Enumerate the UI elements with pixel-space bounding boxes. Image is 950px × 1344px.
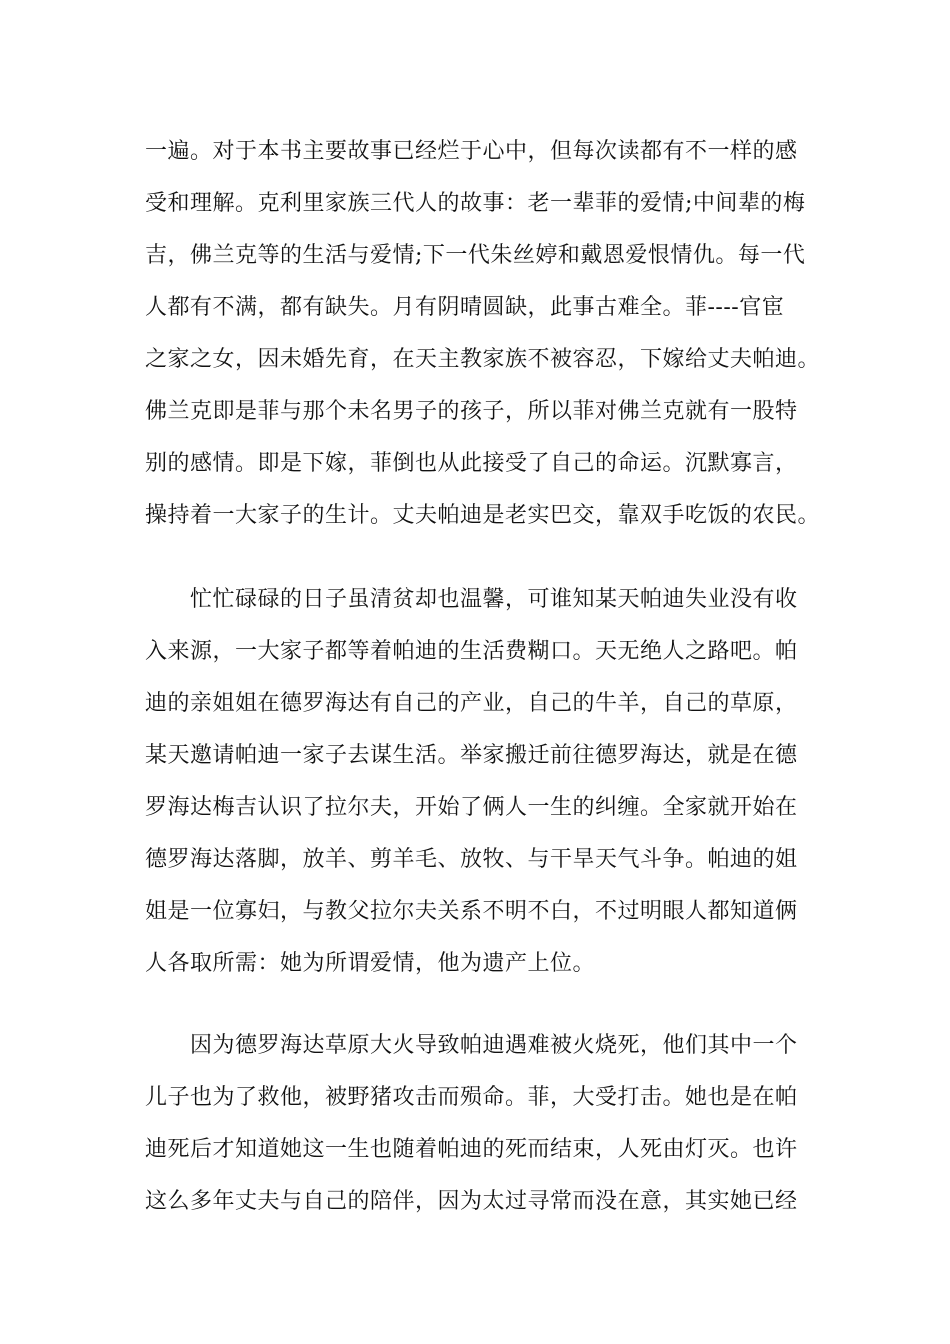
text-line: 别的感情。即是下嫁，菲倒也从此接受了自己的命运。沉默寡言， [145,451,798,476]
text-line: 这么多年丈夫与自己的陪伴，因为太过寻常而没在意，其实她已经 [145,1189,798,1214]
paragraph-1 [145,126,821,542]
text-line: 受和理解。克利里家族三代人的故事：老一辈菲的爱情;中间辈的梅 [145,191,806,216]
text-line: 操持着一大家子的生计。丈夫帕迪是老实巴交，靠双手吃饭的农民。 [145,503,821,528]
text-line: 儿子也为了救他，被野猪攻击而殒命。菲，大受打击。她也是在帕 [145,1085,798,1110]
text-line: 吉，佛兰克等的生活与爱情;下一代朱丝婷和戴恩爱恨情仇。每一代 [145,243,806,268]
text-line: 忙忙碌碌的日子虽清贫却也温馨，可谁知某天帕迪失业没有收 [190,587,798,612]
text-line: 罗海达梅吉认识了拉尔夫，开始了俩人一生的纠缠。全家就开始在 [145,795,798,820]
text-line: 迪的亲姐姐在德罗海达有自己的产业，自己的牛羊，自己的草原， [145,691,798,716]
text-line: 人各取所需：她为所谓爱情，他为遗产上位。 [145,951,596,976]
text-line: 人都有不满，都有缺失。月有阴晴圆缺，此事古难全。菲----官宦 [145,295,785,320]
paragraph-2 [145,574,815,990]
text-line: 佛兰克即是菲与那个未名男子的孩子，所以菲对佛兰克就有一股特 [145,399,798,424]
text-line: 德罗海达落脚，放羊、剪羊毛、放牧、与干旱天气斗争。帕迪的姐 [145,847,798,872]
text-line: 因为德罗海达草原大火导致帕迪遇难被火烧死，他们其中一个 [190,1033,798,1058]
paragraph-3 [145,1020,815,1228]
text-line: 一遍。对于本书主要故事已经烂于心中，但每次读都有不一样的感 [145,139,798,164]
text-line: 姐是一位寡妇，与教父拉尔夫关系不明不白，不过明眼人都知道俩 [145,899,798,924]
text-line: 入来源，一大家子都等着帕迪的生活费糊口。天无绝人之路吧。帕 [145,639,798,664]
text-line: 迪死后才知道她这一生也随着帕迪的死而结束，人死由灯灭。也许 [145,1137,798,1162]
text-line: 某天邀请帕迪一家子去谋生活。举家搬迁前往德罗海达，就是在德 [145,743,798,768]
text-line: 之家之女，因未婚先育，在天主教家族不被容忍，下嫁给丈夫帕迪。 [145,347,821,372]
